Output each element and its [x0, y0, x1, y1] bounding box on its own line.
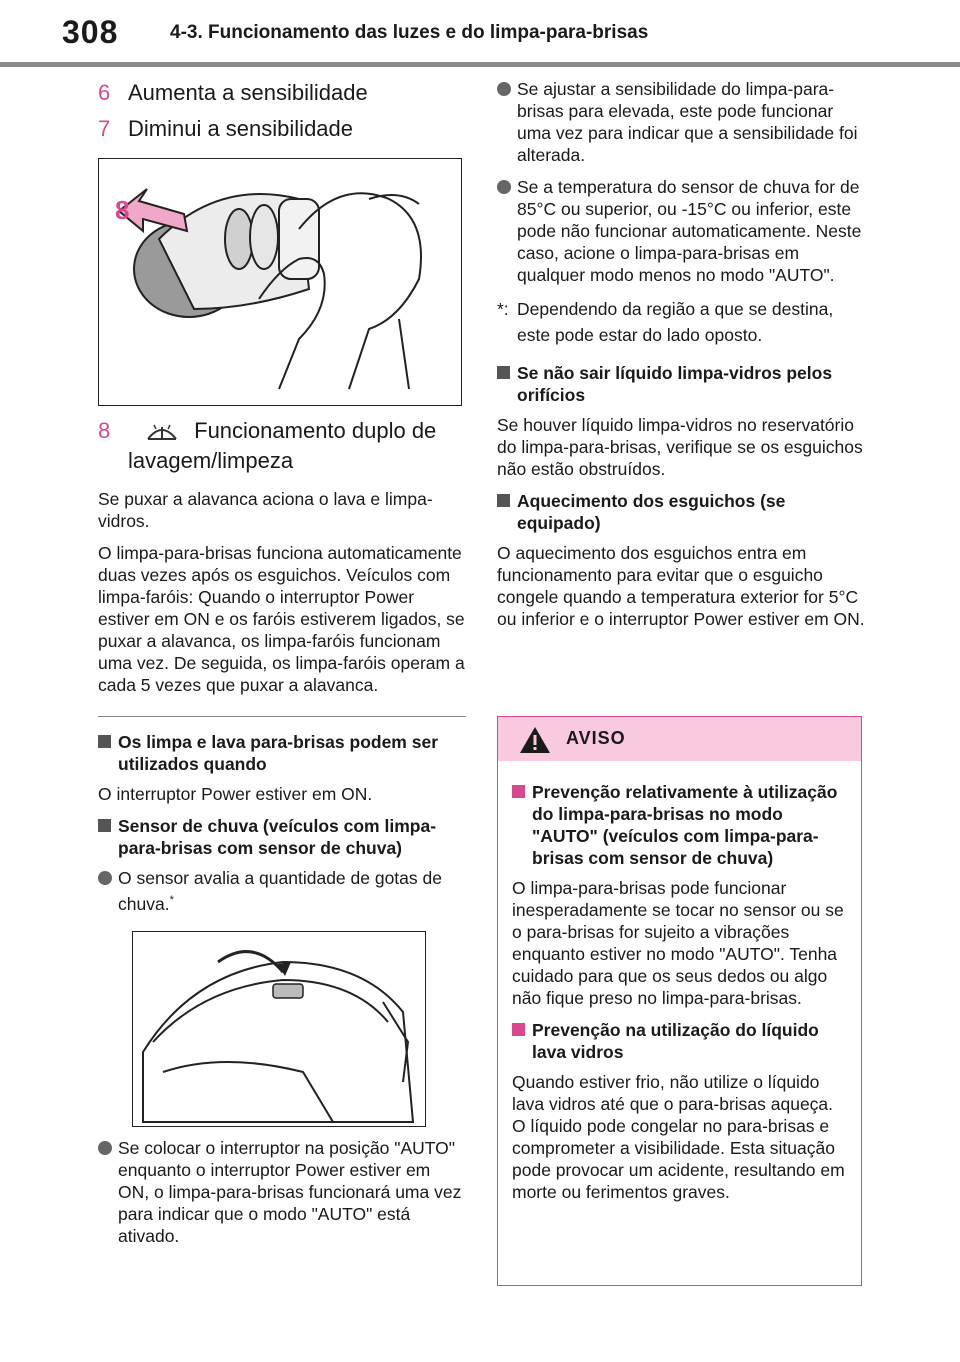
- paragraph: O limpa-para-brisas pode funcionar inesperadamente se tocar no sensor ou se o para-brisas for sujeito a vibrações enquanto estiver no modo "AUTO". Tenha cuidado para que os seus dedos ou algo não fique preso no limpa-para-brisas.: [512, 878, 844, 1008]
- square-bullet-icon: [98, 819, 111, 832]
- wiper-lever-drawing: [99, 159, 460, 404]
- item-6: [98, 78, 466, 108]
- right-column: [497, 78, 867, 640]
- paragraph: O interruptor Power estiver em ON.: [98, 784, 373, 804]
- circle-bullet-icon: [98, 871, 112, 885]
- header-rule: [0, 62, 960, 67]
- bullet-text: Se a temperatura do sensor de chuva for de 85°C ou superior, ou -15°C ou inferior, este pode não funcionar automaticamente. Neste caso, acione o limpa-para-brisas em qualquer modo menos no modo "AUTO".: [517, 177, 862, 285]
- warning-header: [498, 717, 861, 761]
- rain-sensor-illustration: [132, 931, 426, 1127]
- figure-callout-8: 8: [115, 195, 130, 225]
- paragraph: O aquecimento dos esguichos entra em funcionamento para evitar que o esguicho congele quando a temperatura exterior for 5°C ou inferior e o interruptor Power estiver em ON.: [497, 543, 865, 629]
- car-windshield-drawing: [133, 932, 424, 1125]
- item-7: [98, 114, 466, 144]
- subheading: [98, 815, 466, 859]
- paragraph: Se puxar a alavanca aciona o lava e limpa-vidros.: [98, 489, 433, 531]
- warning-title: AVISO: [566, 728, 626, 748]
- square-bullet-icon: [98, 735, 111, 748]
- warning-triangle-icon: [518, 725, 552, 755]
- subheading-text: Os limpa e lava para-brisas podem ser utilizados quando: [118, 732, 439, 774]
- bullet-item: [98, 867, 466, 915]
- subheading: [98, 731, 466, 775]
- bullet-item: [497, 176, 867, 286]
- item-number: 8: [98, 418, 111, 443]
- square-bullet-icon: [497, 494, 510, 507]
- subheading: [512, 781, 847, 869]
- circle-bullet-icon: [497, 180, 511, 194]
- footnote-text: Dependendo da região a que se destina, este pode estar do lado oposto.: [517, 299, 834, 345]
- warning-box: [497, 716, 862, 1286]
- item-number: 6: [98, 80, 111, 105]
- wiper-lever-illustration: [98, 158, 462, 406]
- section-title: 4-3. Funcionamento das luzes e do limpa-para-brisas: [170, 22, 649, 43]
- subheading-text: Sensor de chuva (veículos com limpa-para-brisas com sensor de chuva): [118, 816, 437, 858]
- circle-bullet-icon: [98, 1141, 112, 1155]
- footnote: [497, 296, 867, 348]
- bullet-text: O sensor avalia a quantidade de gotas de chuva.: [118, 868, 442, 914]
- bullet-item: [497, 78, 867, 166]
- warning-body: [498, 761, 861, 1203]
- item-text-continued: lavagem/limpeza: [128, 448, 294, 473]
- washer-wiper-icon: [144, 419, 180, 445]
- item-text: Aumenta a sensibilidade: [128, 80, 368, 105]
- bullet-text: Se colocar o interruptor na posição "AUTO" enquanto o interruptor Power estiver em ON, o limpa-para-brisas funcionará uma vez para indicar que o modo "AUTO" está ativado.: [118, 1137, 462, 1246]
- square-bullet-icon: [512, 1023, 525, 1036]
- footnote-mark: *: [169, 894, 174, 906]
- subheading: [512, 1019, 847, 1063]
- square-bullet-icon: [497, 366, 510, 379]
- subheading-text: Aquecimento dos esguichos (se equipado): [517, 491, 786, 533]
- item-text: Funcionamento duplo de: [194, 418, 437, 443]
- divider: [98, 716, 466, 717]
- footnote-mark: *:: [497, 299, 509, 319]
- page-header: [0, 0, 960, 64]
- paragraph: Se houver líquido limpa-vidros no reservatório do limpa-para-brisas, verifique se os esguichos não estão obstruídos.: [497, 415, 863, 479]
- subheading-text: Prevenção na utilização do líquido lava vidros: [532, 1020, 819, 1062]
- circle-bullet-icon: [497, 82, 511, 96]
- subheading: [497, 362, 867, 406]
- paragraph: O limpa-para-brisas funciona automaticamente duas vezes após os esguichos. Veículos com limpa-faróis: Quando o interruptor Power estiver em ON e os faróis estiverem ligados, se puxar a alavanca, os limpa-faróis funcionam uma vez. De seguida, os limpa-faróis operam a cada 5 vezes que puxar a alavanca.: [98, 543, 465, 695]
- bullet-text: Se ajustar a sensibilidade do limpa-para-brisas para elevada, este pode funcionar uma vez para indicar que a sensibilidade foi alterada.: [517, 79, 858, 165]
- item-number: 7: [98, 116, 111, 141]
- item-8: [98, 416, 466, 476]
- item-text: Diminui a sensibilidade: [128, 116, 354, 141]
- square-bullet-icon: [512, 785, 525, 798]
- page-number: 308: [62, 14, 119, 50]
- subheading-text: Prevenção relativamente à utilização do limpa-para-brisas no modo "AUTO" (veículos com limpa-para-brisas com sensor de chuva): [532, 782, 838, 868]
- bullet-item: [98, 1137, 466, 1247]
- subheading-text: Se não sair líquido limpa-vidros pelos orifícios: [517, 363, 833, 405]
- paragraph: Quando estiver frio, não utilize o líquido lava vidros até que o para-brisas aqueça. O líquido pode congelar no para-brisas e comprometer a visibilidade. Esta situação pode provocar um acidente, resultando em morte ou ferimentos graves.: [512, 1072, 845, 1202]
- subheading: [497, 490, 867, 534]
- left-column: [98, 78, 466, 1257]
